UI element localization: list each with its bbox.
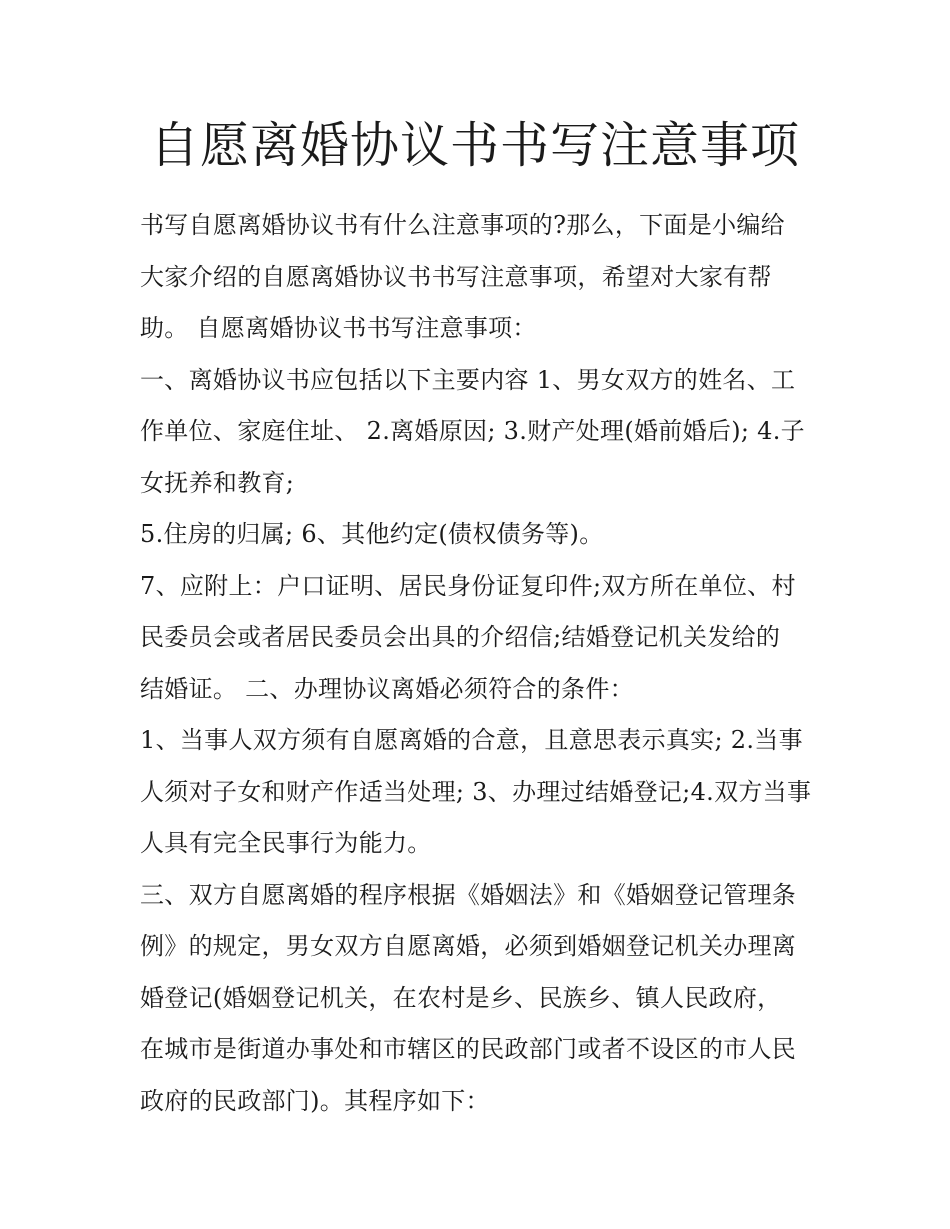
paragraph-section-3 <box>140 870 820 1128</box>
text-line: 人须对子女和财产作适当处理; 3、办理过结婚登记;4.双方当事 <box>140 777 812 806</box>
text-line: 结婚证。 二、办理协议离婚必须符合的条件： <box>140 674 634 703</box>
text-line: 民委员会或者居民委员会出具的介绍信;结婚登记机关发给的 <box>140 623 781 651</box>
text-line: 婚登记(婚姻登记机关，在农村是乡、民族乡、镇人民政府， <box>140 983 782 1012</box>
text-line: 1、当事人双方须有自愿离婚的合意，且意思表示真实; 2.当事 <box>140 726 803 754</box>
document-title: 自愿离婚协议书书写注意事项 <box>149 117 800 174</box>
paragraph-item-5-6 <box>140 509 820 561</box>
paragraph-item-7 <box>140 561 820 716</box>
text-line: 助。 自愿离婚协议书书写注意事项： <box>140 314 537 342</box>
text-line: 政府的民政部门)。其程序如下： <box>140 1086 490 1115</box>
text-line: 大家介绍的自愿离婚协议书书写注意事项，希望对大家有帮 <box>140 262 772 291</box>
paragraph-intro <box>140 200 820 355</box>
text-line: 5.住房的归属; 6、其他约定(债权债务等)。 <box>140 520 604 548</box>
text-line: 书写自愿离婚协议书有什么注意事项的?那么，下面是小编给 <box>140 211 785 239</box>
text-line: 例》的规定，男女双方自愿离婚，必须到婚姻登记机关办理离 <box>140 932 797 960</box>
text-line: 一、离婚协议书应包括以下主要内容 1、男女双方的姓名、工 <box>140 365 796 394</box>
paragraph-conditions <box>140 715 820 870</box>
document-body <box>140 200 820 1127</box>
text-line: 人具有完全民事行为能力。 <box>140 829 432 857</box>
text-line: 在城市是街道办事处和市辖区的民政部门或者不设区的市人民 <box>140 1035 797 1063</box>
text-line: 作单位、家庭住址、 2.离婚原因; 3.财产处理(婚前婚后); 4.子 <box>140 417 805 445</box>
text-line: 三、双方自愿离婚的程序根据《婚姻法》和《婚姻登记管理条 <box>140 880 797 909</box>
text-line: 女抚养和教育; <box>140 468 295 497</box>
text-line: 7、应附上：户口证明、居民身份证复印件;双方所在单位、村 <box>140 571 796 600</box>
paragraph-section-1 <box>140 355 820 510</box>
